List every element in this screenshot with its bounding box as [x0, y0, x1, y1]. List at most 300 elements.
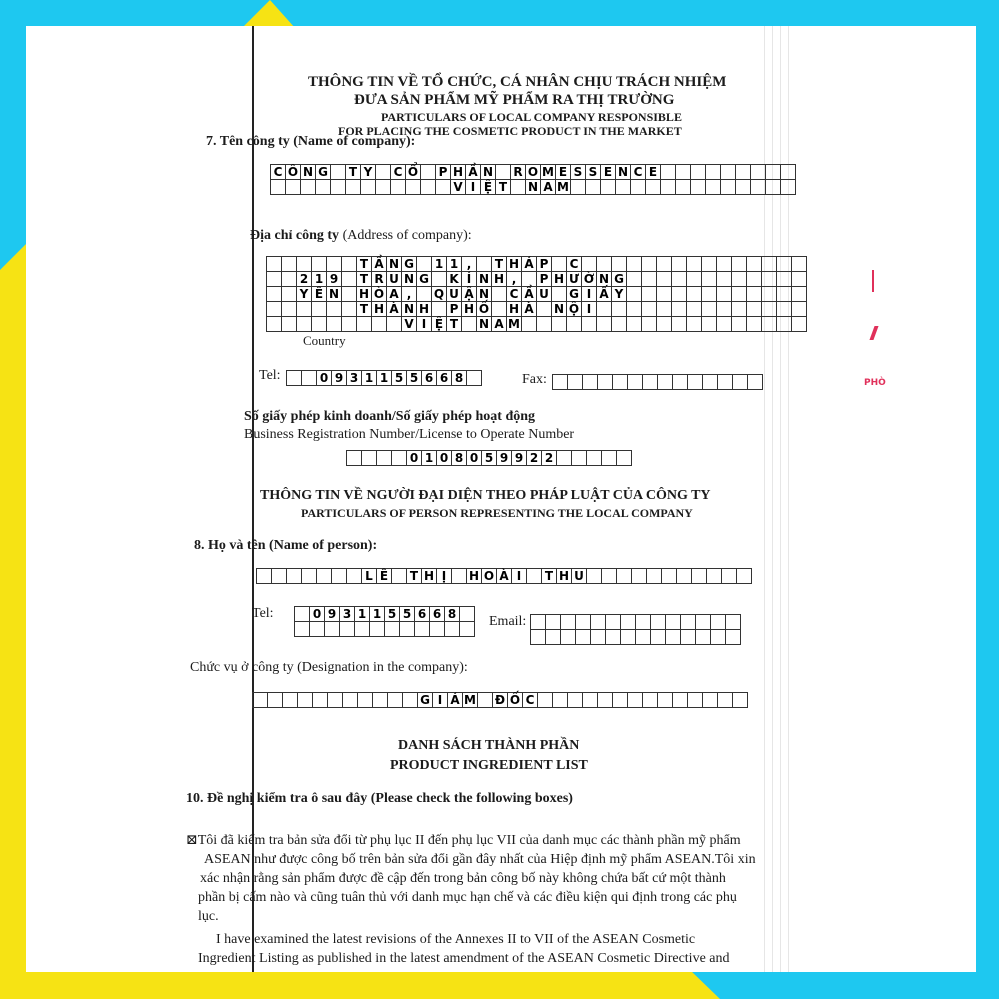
- grid-cell: Á: [522, 257, 537, 272]
- grid-cell: [403, 693, 418, 708]
- grid-cell: E: [646, 165, 661, 180]
- grid-row: [531, 615, 741, 630]
- grid-cell: [613, 375, 628, 390]
- grid-cell: ,: [402, 287, 417, 302]
- email-grid: [530, 614, 741, 645]
- grid-cell: N: [301, 165, 316, 180]
- grid-cell: V: [451, 180, 466, 195]
- grid-cell: Ệ: [432, 317, 447, 332]
- grid-cell: 3: [347, 371, 362, 386]
- grid-cell: [636, 630, 651, 645]
- grid-cell: [747, 272, 762, 287]
- grid-cell: [762, 287, 777, 302]
- grid-cell: C: [567, 257, 582, 272]
- grid-cell: H: [467, 569, 482, 584]
- grid-cell: [762, 272, 777, 287]
- grid-cell: [537, 317, 552, 332]
- grid-cell: [355, 622, 370, 637]
- declaration-line: Ingredient Listing as published in the latest amendment of the ASEAN Cosmetic Directive and: [198, 951, 730, 966]
- grid-cell: [295, 607, 310, 622]
- grid-cell: [781, 165, 796, 180]
- grid-cell: [672, 257, 687, 272]
- grid-cell: M: [508, 317, 520, 331]
- grid-cell: [583, 375, 598, 390]
- stamp-shape: [866, 270, 874, 292]
- grid-cell: [385, 622, 400, 637]
- grid-cell: [612, 317, 627, 332]
- grid-cell: G: [316, 165, 331, 180]
- grid-cell: C: [631, 165, 646, 180]
- grid-cell: H: [492, 272, 507, 287]
- grid-cell: [272, 569, 287, 584]
- grid-cell: ,: [507, 272, 522, 287]
- grid-cell: [342, 287, 357, 302]
- grid-cell: [267, 272, 282, 287]
- grid-cell: [271, 180, 286, 195]
- grid-cell: [583, 693, 598, 708]
- grid-cell: 5: [407, 371, 422, 386]
- grid-cell: I: [582, 302, 597, 317]
- grid-cell: T: [357, 302, 372, 317]
- fax-label: Fax:: [522, 372, 547, 387]
- grid-cell: [531, 630, 546, 645]
- grid-cell: [718, 693, 733, 708]
- grid-cell: 5: [385, 607, 400, 622]
- grid-cell: [567, 317, 582, 332]
- grid-cell: T: [496, 180, 511, 195]
- grid-cell: [643, 375, 658, 390]
- grid-cell: Í: [462, 272, 477, 287]
- grid-cell: [602, 569, 617, 584]
- grid-cell: [621, 630, 636, 645]
- grid-cell: [706, 165, 721, 180]
- grid-cell: [627, 257, 642, 272]
- grid-cell: [658, 375, 673, 390]
- declaration-line: I have examined the latest revisions of the Annexes II to VII of the ASEAN Cosmetic: [216, 932, 696, 947]
- grid-cell: [478, 693, 493, 708]
- grid-cell: [666, 615, 681, 630]
- grid-cell: [297, 302, 312, 317]
- grid-cell: [347, 569, 362, 584]
- grid-cell: G: [418, 693, 433, 708]
- grid-cell: G: [402, 257, 417, 272]
- grid-cell: [572, 451, 587, 466]
- grid-cell: [267, 317, 282, 332]
- grid-cell: [297, 317, 312, 332]
- grid-cell: Ấ: [597, 287, 612, 302]
- grid-cell: T: [357, 272, 372, 287]
- grid-cell: I: [417, 317, 432, 332]
- grid-cell: Ầ: [466, 165, 481, 180]
- grid-cell: [702, 272, 717, 287]
- grid-cell: [452, 569, 467, 584]
- grid-cell: 3: [340, 607, 355, 622]
- grid-row: [271, 180, 796, 195]
- grid-cell: [681, 615, 696, 630]
- license-label-vn: Số giấy phép kinh doanh/Số giấy phép hoạt động: [244, 409, 536, 424]
- grid-cell: [717, 317, 732, 332]
- grid-cell: [658, 693, 673, 708]
- grid-cell: [598, 375, 613, 390]
- grid-cell: [295, 622, 310, 637]
- grid-cell: G: [612, 272, 627, 287]
- grid-cell: P: [447, 302, 462, 317]
- grid-cell: [328, 693, 343, 708]
- section-subtitle: PARTICULARS OF PERSON REPRESENTING THE LOCAL COMPANY: [301, 506, 693, 520]
- grid-cell: Ố: [508, 693, 523, 708]
- grid-cell: U: [447, 287, 462, 302]
- license-grid: [346, 450, 632, 466]
- grid-cell: [582, 257, 597, 272]
- grid-cell: [792, 287, 807, 302]
- grid-cell: [703, 375, 718, 390]
- grid-cell: [312, 302, 327, 317]
- declaration-line: ASEAN như được công bố trên bản sửa đổi gần đây nhất của Hiệp định mỹ phẩm ASEAN.Tôi xin: [204, 852, 756, 867]
- grid-cell: [568, 375, 583, 390]
- grid-cell: [706, 180, 721, 195]
- grid-cell: [310, 622, 325, 637]
- grid-cell: [286, 180, 301, 195]
- grid-cell: [627, 272, 642, 287]
- grid-cell: [696, 630, 711, 645]
- grid-cell: N: [477, 272, 492, 287]
- grid-cell: 1: [377, 371, 392, 386]
- grid-cell: [343, 693, 358, 708]
- grid-cell: [342, 272, 357, 287]
- grid-row: [531, 630, 741, 645]
- grid-cell: [677, 569, 692, 584]
- grid-cell: [673, 693, 688, 708]
- grid-cell: [342, 257, 357, 272]
- grid-cell: 1: [432, 257, 447, 272]
- grid-cell: [417, 257, 432, 272]
- grid-cell: [673, 375, 688, 390]
- grid-cell: [721, 165, 736, 180]
- grid-row: [271, 165, 796, 180]
- grid-cell: [702, 317, 717, 332]
- grid-cell: H: [372, 302, 387, 317]
- grid-cell: E: [601, 165, 616, 180]
- grid-cell: [632, 569, 647, 584]
- grid-cell: Ộ: [567, 302, 582, 317]
- grid-cell: P: [436, 165, 451, 180]
- declaration-line: [186, 831, 806, 850]
- grid-cell: [591, 615, 606, 630]
- grid-cell: [387, 317, 402, 332]
- grid-cell: [777, 302, 792, 317]
- grid-cell: N: [327, 287, 342, 302]
- grid-cell: [732, 257, 747, 272]
- grid-cell: [722, 569, 737, 584]
- grid-cell: 1: [355, 607, 370, 622]
- grid-row: [253, 693, 748, 708]
- grid-cell: [792, 272, 807, 287]
- grid-cell: [696, 615, 711, 630]
- grid-cell: 1: [370, 607, 385, 622]
- grid-cell: À: [522, 302, 537, 317]
- grid-cell: [766, 165, 781, 180]
- grid-cell: H: [451, 165, 466, 180]
- grid-cell: [732, 302, 747, 317]
- grid-cell: [347, 451, 362, 466]
- grid-cell: T: [542, 569, 557, 584]
- grid-cell: [576, 615, 591, 630]
- address-grid: [266, 256, 807, 332]
- grid-cell: U: [572, 569, 587, 584]
- grid-cell: [372, 317, 387, 332]
- grid-cell: [283, 693, 298, 708]
- designation-label: Chức vụ ở công ty (Designation in the company):: [190, 660, 468, 675]
- email-label: Email:: [489, 614, 527, 629]
- grid-cell: [602, 451, 617, 466]
- grid-cell: [621, 615, 636, 630]
- grid-cell: N: [552, 302, 567, 317]
- grid-cell: [702, 302, 717, 317]
- grid-cell: [282, 302, 297, 317]
- grid-cell: [726, 630, 741, 645]
- grid-cell: [477, 257, 492, 272]
- grid-row: [287, 371, 482, 386]
- grid-cell: [657, 272, 672, 287]
- grid-cell: [687, 302, 702, 317]
- grid-row: [267, 302, 807, 317]
- grid-row: [553, 375, 763, 390]
- grid-cell: [687, 272, 702, 287]
- grid-cell: À: [387, 302, 402, 317]
- grid-cell: [586, 180, 601, 195]
- grid-cell: [687, 287, 702, 302]
- grid-cell: [792, 302, 807, 317]
- grid-cell: [332, 569, 347, 584]
- grid-cell: [282, 317, 297, 332]
- grid-cell: Ư: [567, 272, 582, 287]
- grid-cell: 0: [407, 451, 422, 466]
- grid-cell: O: [482, 569, 497, 584]
- grid-cell: [462, 317, 477, 332]
- grid-cell: [340, 622, 355, 637]
- grid-cell: [527, 569, 542, 584]
- grid-cell: N: [387, 257, 402, 272]
- grid-cell: T: [407, 569, 422, 584]
- checkbox[interactable]: ⊠: [186, 833, 198, 848]
- grid-cell: A: [541, 180, 556, 195]
- grid-cell: 1: [362, 371, 377, 386]
- grid-cell: [676, 165, 691, 180]
- grid-cell: [546, 615, 561, 630]
- grid-cell: [597, 257, 612, 272]
- grid-cell: [432, 272, 447, 287]
- tel-label: Tel:: [259, 368, 281, 383]
- grid-row: [295, 607, 475, 622]
- section-title: ĐƯA SẢN PHẨM MỸ PHẨM RA THỊ TRƯỜNG: [354, 92, 675, 108]
- grid-cell: [681, 630, 696, 645]
- grid-cell: [601, 180, 616, 195]
- grid-cell: [302, 569, 317, 584]
- grid-cell: [316, 180, 331, 195]
- grid-cell: [297, 257, 312, 272]
- grid-cell: R: [372, 272, 387, 287]
- grid-cell: R: [511, 165, 526, 180]
- grid-cell: E: [556, 165, 571, 180]
- grid-cell: [282, 257, 297, 272]
- grid-cell: [672, 317, 687, 332]
- grid-cell: M: [542, 165, 554, 179]
- grid-row: [267, 272, 807, 287]
- grid-cell: [627, 302, 642, 317]
- grid-cell: H: [357, 287, 372, 302]
- grid-cell: 9: [497, 451, 512, 466]
- grid-cell: [346, 180, 361, 195]
- declaration-vn: [186, 831, 806, 926]
- grid-cell: [616, 180, 631, 195]
- grid-cell: 1: [422, 451, 437, 466]
- grid-cell: H: [552, 272, 567, 287]
- grid-cell: [647, 569, 662, 584]
- grid-cell: [777, 287, 792, 302]
- grid-cell: [561, 615, 576, 630]
- grid-cell: Ị: [437, 569, 452, 584]
- grid-cell: Á: [448, 693, 463, 708]
- grid-cell: [702, 287, 717, 302]
- grid-cell: H: [507, 302, 522, 317]
- grid-cell: [268, 693, 283, 708]
- grid-cell: [546, 630, 561, 645]
- grid-cell: [687, 257, 702, 272]
- grid-cell: [781, 180, 796, 195]
- grid-cell: [282, 272, 297, 287]
- grid-cell: I: [466, 180, 481, 195]
- grid-cell: Ờ: [582, 272, 597, 287]
- grid-cell: [636, 615, 651, 630]
- grid-cell: [587, 569, 602, 584]
- grid-cell: A: [387, 287, 402, 302]
- grid-cell: [406, 180, 421, 195]
- grid-cell: Y: [297, 287, 312, 302]
- grid-cell: [711, 630, 726, 645]
- grid-cell: 5: [392, 371, 407, 386]
- grid-row: [267, 287, 807, 302]
- grid-cell: K: [447, 272, 462, 287]
- grid-cell: [792, 257, 807, 272]
- grid-cell: U: [537, 287, 552, 302]
- grid-cell: [342, 317, 357, 332]
- grid-cell: [312, 317, 327, 332]
- grid-cell: [651, 615, 666, 630]
- grid-cell: [777, 257, 792, 272]
- license-label-en: Business Registration Number/License to Operate Number: [244, 427, 575, 442]
- person-name-label: 8. Họ và tên (Name of person):: [194, 538, 378, 553]
- grid-cell: S: [571, 165, 586, 180]
- country-label: Country: [303, 333, 346, 348]
- grid-cell: [737, 569, 752, 584]
- grid-cell: [553, 375, 568, 390]
- grid-cell: 8: [452, 451, 467, 466]
- grid-cell: [606, 630, 621, 645]
- grid-cell: [792, 317, 807, 332]
- grid-cell: [421, 165, 436, 180]
- grid-cell: [718, 375, 733, 390]
- grid-cell: Y: [361, 165, 376, 180]
- checks-label: 10. Đề nghị kiểm tra ô sau đây (Please check the following boxes): [186, 791, 573, 806]
- grid-cell: [331, 180, 346, 195]
- grid-cell: 5: [400, 607, 415, 622]
- grid-row: [347, 451, 632, 466]
- grid-cell: [460, 607, 475, 622]
- grid-cell: O: [526, 165, 541, 180]
- grid-cell: [748, 375, 763, 390]
- grid-cell: N: [526, 180, 541, 195]
- grid-cell: [370, 622, 385, 637]
- grid-cell: [298, 693, 313, 708]
- grid-cell: [717, 272, 732, 287]
- grid-cell: Q: [432, 287, 447, 302]
- address-label-vn: Địa chỉ công ty: [250, 228, 340, 243]
- grid-cell: P: [537, 272, 552, 287]
- grid-cell: V: [402, 317, 417, 332]
- grid-cell: [537, 302, 552, 317]
- grid-cell: Đ: [493, 693, 508, 708]
- grid-cell: [342, 302, 357, 317]
- grid-cell: [688, 693, 703, 708]
- fax-grid: [552, 374, 763, 390]
- grid-cell: 6: [430, 607, 445, 622]
- grid-cell: [733, 693, 748, 708]
- section-subtitle: FOR PLACING THE COSMETIC PRODUCT IN THE MARKET: [338, 124, 682, 138]
- grid-cell: [358, 693, 373, 708]
- grid-cell: [391, 180, 406, 195]
- grid-cell: [511, 180, 526, 195]
- person-tel-label: Tel:: [252, 606, 274, 621]
- grid-cell: [732, 272, 747, 287]
- grid-cell: [762, 257, 777, 272]
- grid-cell: [552, 287, 567, 302]
- grid-cell: G: [417, 272, 432, 287]
- declaration-line: xác nhận rằng sản phẩm được đề cập đến trong bản công bố này không chứa bất cứ một thành: [200, 871, 726, 886]
- grid-cell: [598, 693, 613, 708]
- grid-cell: [662, 569, 677, 584]
- grid-cell: [606, 615, 621, 630]
- grid-cell: [531, 615, 546, 630]
- grid-cell: C: [523, 693, 538, 708]
- grid-cell: H: [422, 569, 437, 584]
- grid-cell: [400, 622, 415, 637]
- grid-cell: [587, 451, 602, 466]
- grid-cell: C: [507, 287, 522, 302]
- grid-cell: [552, 317, 567, 332]
- grid-cell: [642, 317, 657, 332]
- grid-cell: [766, 180, 781, 195]
- grid-row: [267, 257, 807, 272]
- company-name-label: 7. Tên công ty (Name of company):: [206, 134, 416, 149]
- grid-cell: [597, 302, 612, 317]
- stamp-mark: [864, 266, 886, 406]
- grid-cell: [747, 257, 762, 272]
- grid-cell: [736, 165, 751, 180]
- grid-cell: [747, 287, 762, 302]
- grid-cell: [376, 165, 391, 180]
- grid-cell: H: [417, 302, 432, 317]
- grid-cell: [717, 302, 732, 317]
- grid-cell: [496, 165, 511, 180]
- grid-cell: I: [433, 693, 448, 708]
- grid-cell: [267, 287, 282, 302]
- grid-cell: [688, 375, 703, 390]
- section-subtitle: PARTICULARS OF LOCAL COMPANY RESPONSIBLE: [381, 110, 682, 124]
- grid-cell: Ệ: [481, 180, 496, 195]
- grid-cell: Ê: [312, 287, 327, 302]
- grid-cell: [657, 317, 672, 332]
- grid-cell: ,: [462, 257, 477, 272]
